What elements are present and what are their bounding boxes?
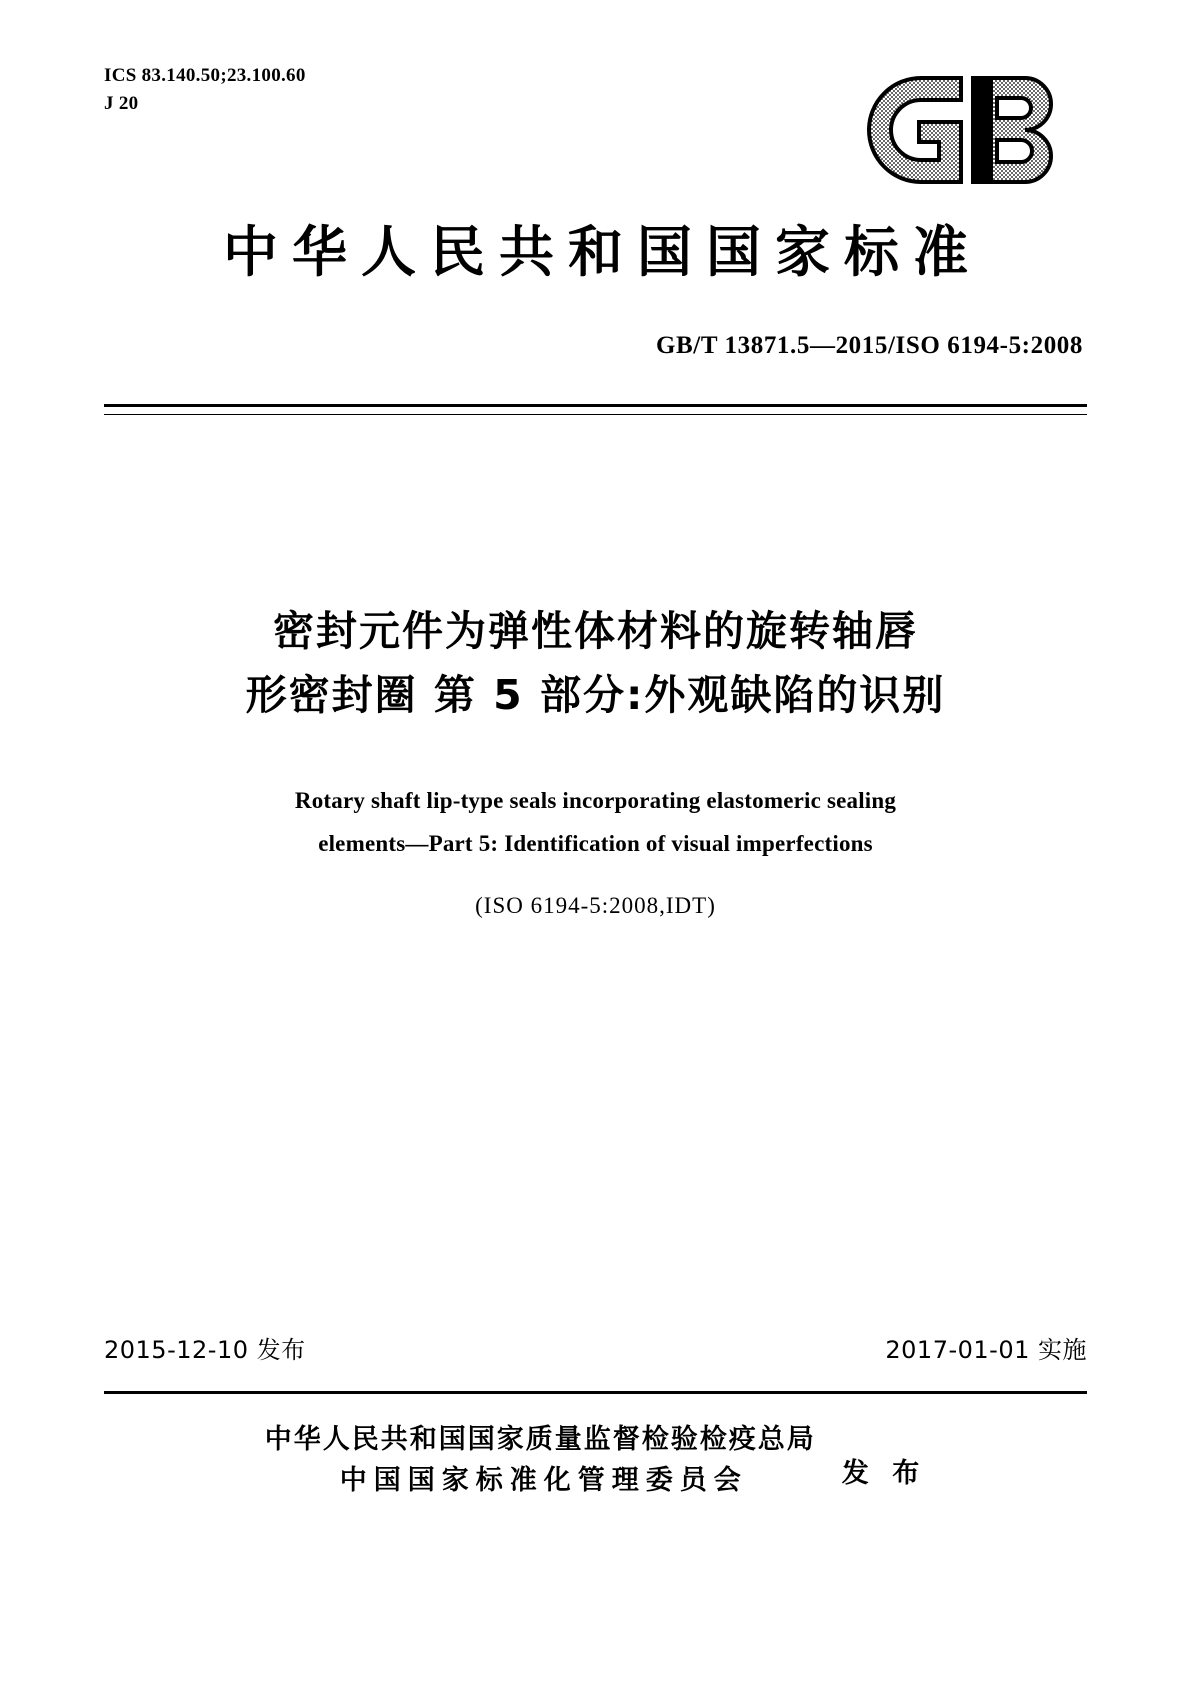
- standard-number: GB/T 13871.5—2015/ISO 6194-5:2008: [655, 332, 1083, 359]
- document-title-english-line1: Rotary shaft lip-type seals incorporating elastomeric sealing: [294, 788, 897, 813]
- implementation-date: 2017-01-01 实施: [885, 1336, 1087, 1364]
- issuer-names: [265, 1420, 816, 1501]
- page-title: 中华人民共和国国家标准: [222, 220, 982, 284]
- document-title-chinese-line2: 形密封圈 第 5 部分:外观缺陷的识别: [245, 670, 946, 719]
- gb-logo-icon: [857, 70, 1087, 190]
- classification-code: J 20: [104, 92, 139, 114]
- divider-bottom-thick: [104, 1391, 1087, 1394]
- issuing-authorities: [0, 1420, 1191, 1501]
- ics-classification-block: [104, 62, 306, 117]
- dates-row: [104, 1330, 1087, 1365]
- document-title-chinese: [104, 600, 1087, 727]
- iso-equivalence-note: (ISO 6194-5:2008,IDT): [475, 893, 716, 918]
- document-title-english: [170, 780, 1021, 865]
- divider-top-thin: [104, 414, 1087, 415]
- document-title-english-line2: elements—Part 5: Identification of visual imperfections: [318, 830, 873, 856]
- issuer-line-2: 中国国家标准化管理委员会: [339, 1464, 748, 1496]
- divider-top-thick: [104, 404, 1087, 407]
- issuer-line-1: 中华人民共和国国家质量监督检验检疫总局: [264, 1424, 816, 1455]
- ics-code: ICS 83.140.50;23.100.60: [104, 65, 306, 86]
- issue-date: 2015-12-10 发布: [104, 1336, 306, 1364]
- document-title-chinese-line1: 密封元件为弹性体材料的旋转轴唇: [273, 607, 918, 655]
- issue-verb: 发 布: [841, 1458, 927, 1489]
